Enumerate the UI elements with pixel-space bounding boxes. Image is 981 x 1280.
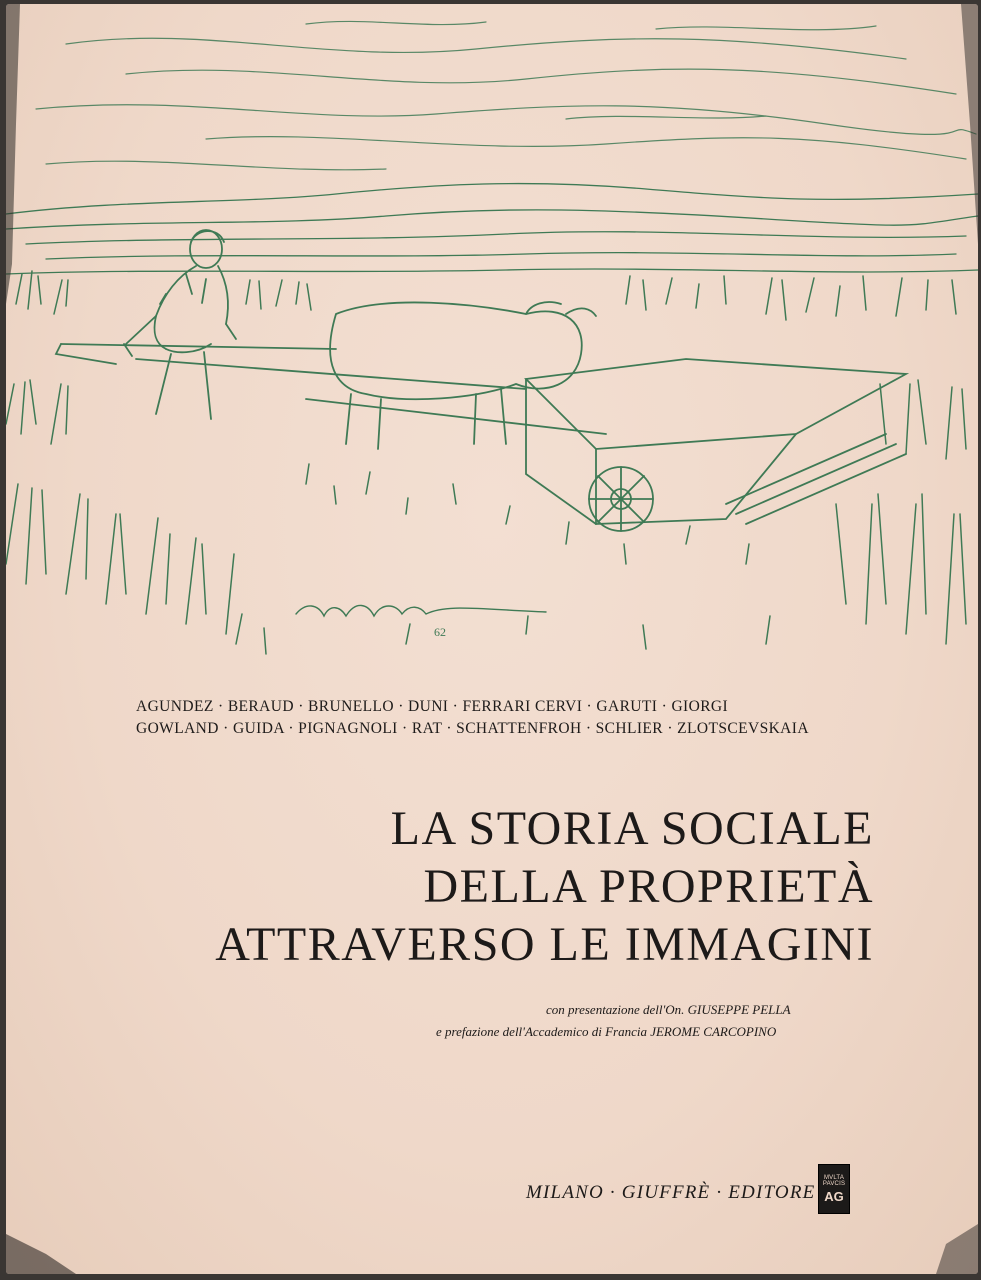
cart [526, 359, 906, 531]
authors-line-1: AGUNDEZ · BERAUD · BRUNELLO · DUNI · FERRARI CERVI · GARUTI · GIORGI [136, 698, 729, 715]
authors-line-2: GOWLAND · GUIDA · PIGNAGNOLI · RAT · SCHATTENFROH · SCHLIER · ZLOTSCEVSKAIA [136, 720, 809, 737]
logo-initials: AG [824, 1189, 844, 1204]
preface-credit: e prefazione dell'Accademico di Francia JEROME CARCOPINO [436, 1024, 777, 1039]
publisher-logo [818, 1164, 850, 1214]
presentation-credit: con presentazione dell'On. GIUSEPPE PELLA [546, 1002, 791, 1017]
title-line-3: ATTRAVERSO LE IMMAGINI [215, 918, 874, 971]
distant-hills [6, 184, 978, 274]
cover-illustration [6, 4, 978, 664]
title-line-2: DELLA PROPRIETÀ [423, 860, 874, 913]
logo-line-2: PAVCIS [822, 1181, 846, 1187]
publisher-imprint: MILANO · GIUFFRÈ · EDITORE [526, 1182, 816, 1203]
book-cover [6, 4, 978, 1274]
sky-clouds [36, 21, 976, 169]
farmer-figure [124, 230, 236, 419]
ox-and-plough [56, 302, 606, 449]
artist-signature [296, 605, 546, 616]
signature-year: 62 [434, 625, 446, 639]
title-line-1: LA STORIA SOCIALE [390, 802, 874, 855]
logo-line-1: MVLTA [823, 1175, 845, 1181]
